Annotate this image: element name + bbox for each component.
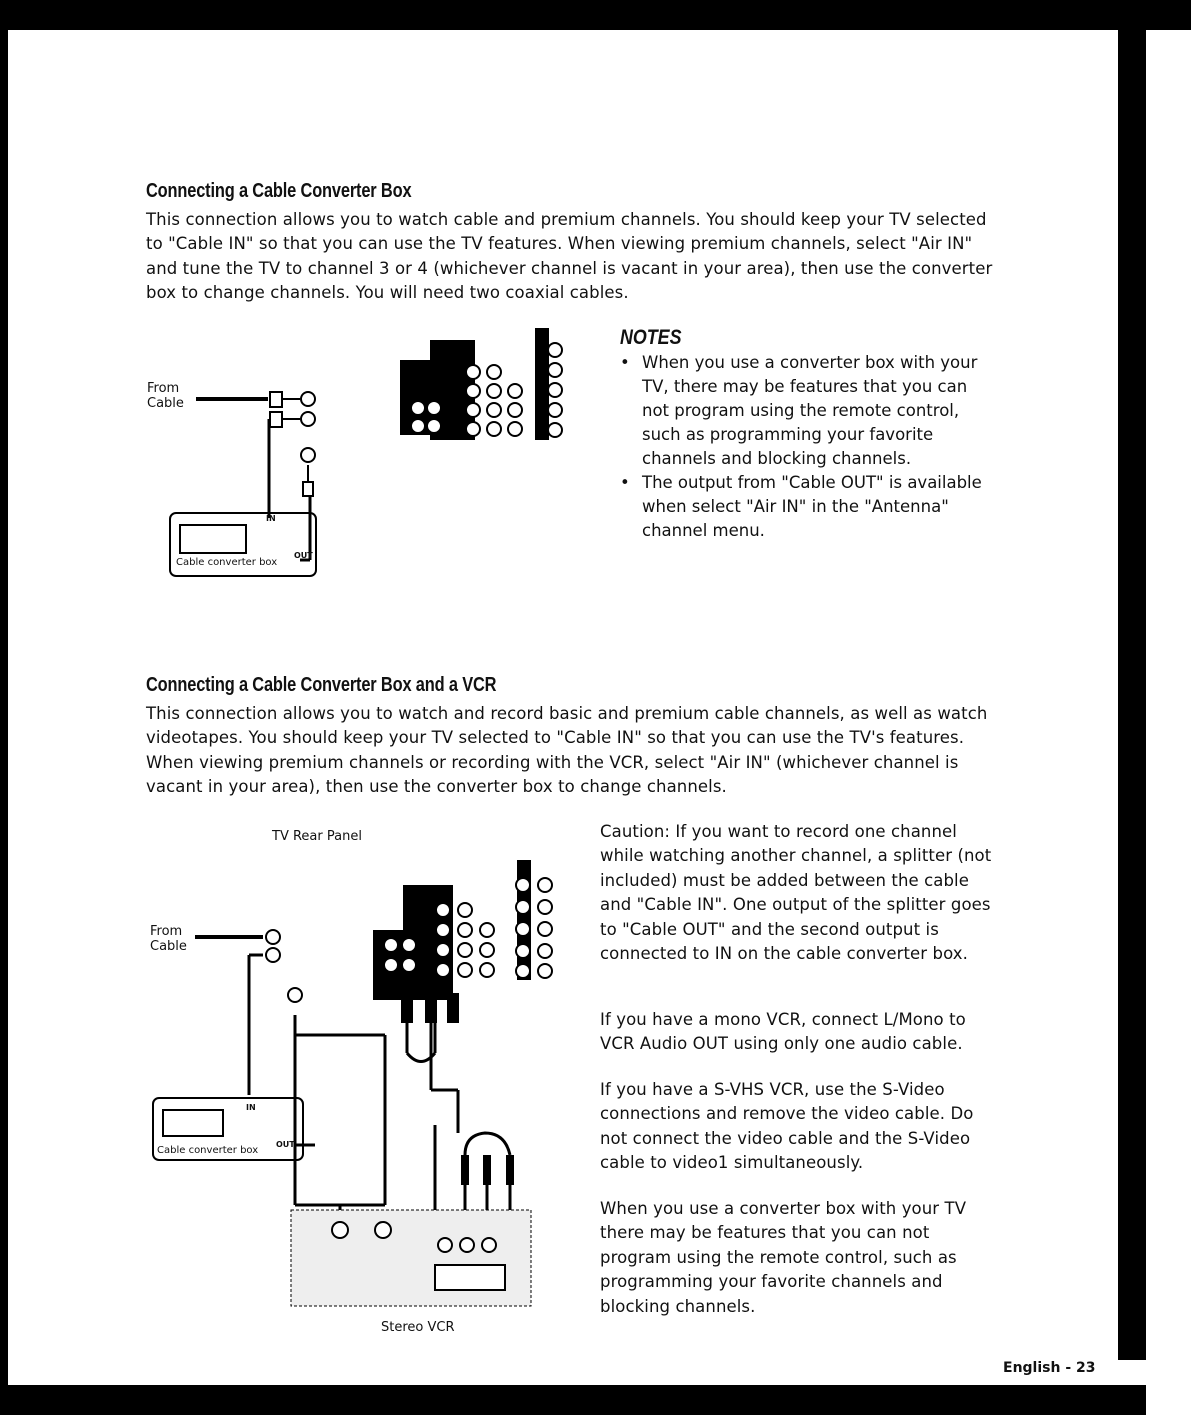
- section1-body: This connection allows you to watch cable and premium channels. You should keep your TV selected to "Cable IN" so that you can use the TV features. When viewing premium channels, select "Air IN" and tune the TV to channel 3 or 4 (whichever channel is vacant in your area), then use the converter box to change channels. You will need two coaxial cables.: [146, 210, 993, 303]
- cable-converter-diagram: [160, 320, 600, 590]
- out-label: OUT: [276, 1140, 295, 1149]
- scan-border-bottom: [0, 1385, 1146, 1415]
- scan-border-top: [0, 0, 1191, 30]
- mono-vcr-paragraph: If you have a mono VCR, connect L/Mono to VCR Audio OUT using only one audio cable.: [600, 1010, 966, 1054]
- in-label: IN: [266, 514, 276, 523]
- converter-note-paragraph: When you use a converter box with your TV there may be features that you can not program using the remote control, such as programming your favorite channels and blocking channels.: [600, 1199, 967, 1316]
- scan-border-left: [0, 0, 8, 1415]
- cable-converter-vcr-diagram: [145, 855, 575, 1315]
- stereo-vcr-label: Stereo VCR: [381, 1320, 455, 1335]
- page-number: English - 23: [1003, 1360, 1096, 1376]
- in-label: IN: [246, 1103, 256, 1112]
- from-cable-label: From Cable: [147, 381, 184, 411]
- from-cable-label: From Cable: [150, 924, 187, 954]
- note-item: • The output from "Cable OUT" is available when select "Air IN" in the "Antenna" channel menu.: [616, 471, 996, 543]
- converter-box-label: Cable converter box: [176, 557, 278, 568]
- section2-body: This connection allows you to watch and record basic and premium cable channels, as well as watch videotapes. You should keep your TV selected to "Cable IN" so that you can use the TV's features. When viewing premium channels or recording with the VCR, select "Air IN" (whichever channel is vacant in your area), then use the converter box to change channels.: [146, 704, 988, 797]
- svhs-vcr-paragraph: If you have a S-VHS VCR, use the S-Video connections and remove the video cable. Do not connect the video cable and the S-Video cable to video1 simultaneously.: [600, 1080, 974, 1173]
- section1-title: Connecting a Cable Converter Box: [146, 180, 412, 202]
- section2-title: Connecting a Cable Converter Box and a VCR: [146, 674, 497, 696]
- notes-title: NOTES: [620, 326, 682, 349]
- converter-box-label: Cable converter box: [157, 1145, 259, 1156]
- tv-rear-panel-label: TV Rear Panel: [272, 829, 362, 844]
- scan-border-right: [1118, 0, 1146, 1360]
- caution-paragraph: Caution: If you want to record one channel while watching another channel, a splitter (not included) must be added between the cable and "Cable IN". One output of the splitter goes to "Cable OUT" and the second output is connected to IN on the cable converter box.: [600, 822, 992, 964]
- notes-list: [616, 351, 996, 543]
- out-label: OUT: [294, 551, 313, 560]
- note-item: • When you use a converter box with your TV, there may be features that you can not program using the remote control, such as programming your favorite channels and blocking channels.: [616, 351, 996, 471]
